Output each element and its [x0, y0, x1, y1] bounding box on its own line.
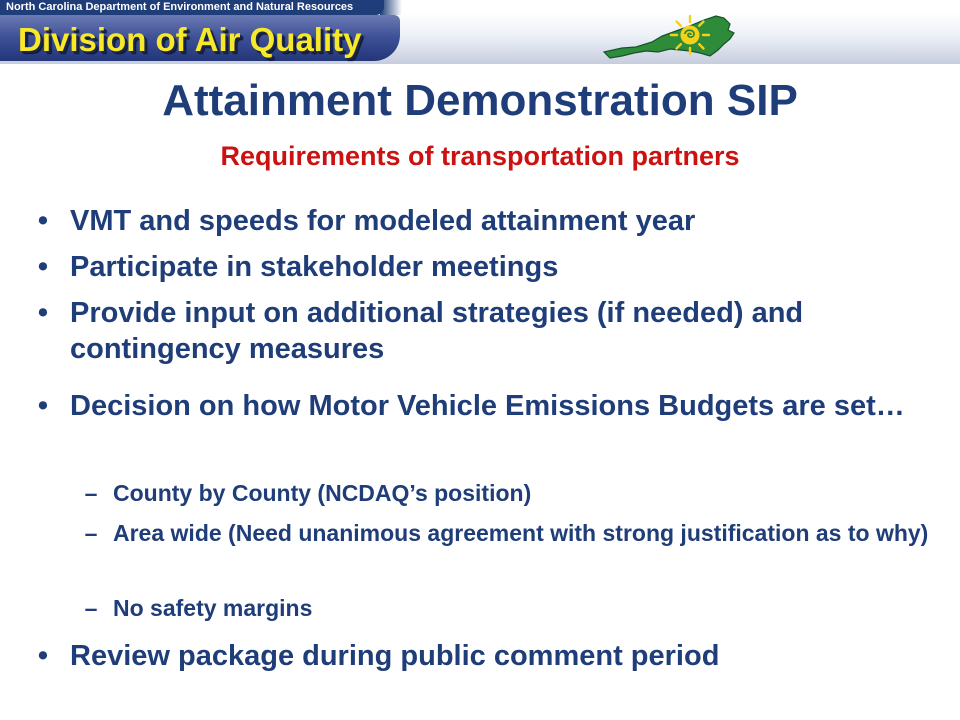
- sub-bullet-marker: –: [84, 480, 98, 506]
- bullet-item: [37, 295, 950, 367]
- bullet-marker: •: [37, 640, 49, 672]
- bullet-item: [37, 638, 950, 674]
- bullet-text: Decision on how Motor Vehicle Emissions Budgets are set…: [70, 390, 905, 422]
- bullet-text: Review package during public comment period: [70, 640, 720, 672]
- state-outline-shape: [604, 16, 734, 58]
- sub-bullet-item: [84, 478, 933, 508]
- bullet-text: VMT and speeds for modeled attainment year: [70, 205, 696, 237]
- north-carolina-map-icon: [600, 6, 740, 62]
- sub-bullet-marker: –: [84, 520, 98, 546]
- bullet-marker: •: [37, 205, 49, 237]
- department-name: North Carolina Department of Environment and Natural Resources: [6, 1, 354, 13]
- bullet-item: [37, 249, 950, 285]
- bullet-item: [37, 388, 950, 424]
- bullet-item: [37, 203, 950, 239]
- division-name: Division of Air Quality: [18, 21, 362, 58]
- bullet-marker: •: [37, 297, 49, 329]
- sub-bullet-item: [84, 593, 933, 623]
- header-banner: [0, 0, 960, 64]
- slide-subtitle: Requirements of transportation partners: [220, 141, 740, 171]
- bullet-text: Provide input on additional strategies (if needed) and contingency measures: [70, 297, 804, 365]
- bullet-marker: •: [37, 390, 49, 422]
- slide-title: Attainment Demonstration SIP: [162, 76, 798, 125]
- sub-bullet-text: No safety margins: [113, 595, 313, 621]
- bullet-text: Participate in stakeholder meetings: [70, 251, 559, 283]
- sub-bullet-text: Area wide (Need unanimous agreement with strong justification as to why): [113, 520, 929, 546]
- sun-icon: [671, 16, 709, 54]
- sub-bullet-item: [84, 518, 933, 548]
- sub-bullet-text: County by County (NCDAQ’s position): [113, 480, 532, 506]
- department-tab-fade: [380, 0, 402, 15]
- bullet-marker: •: [37, 251, 49, 283]
- sub-bullet-marker: –: [84, 595, 98, 621]
